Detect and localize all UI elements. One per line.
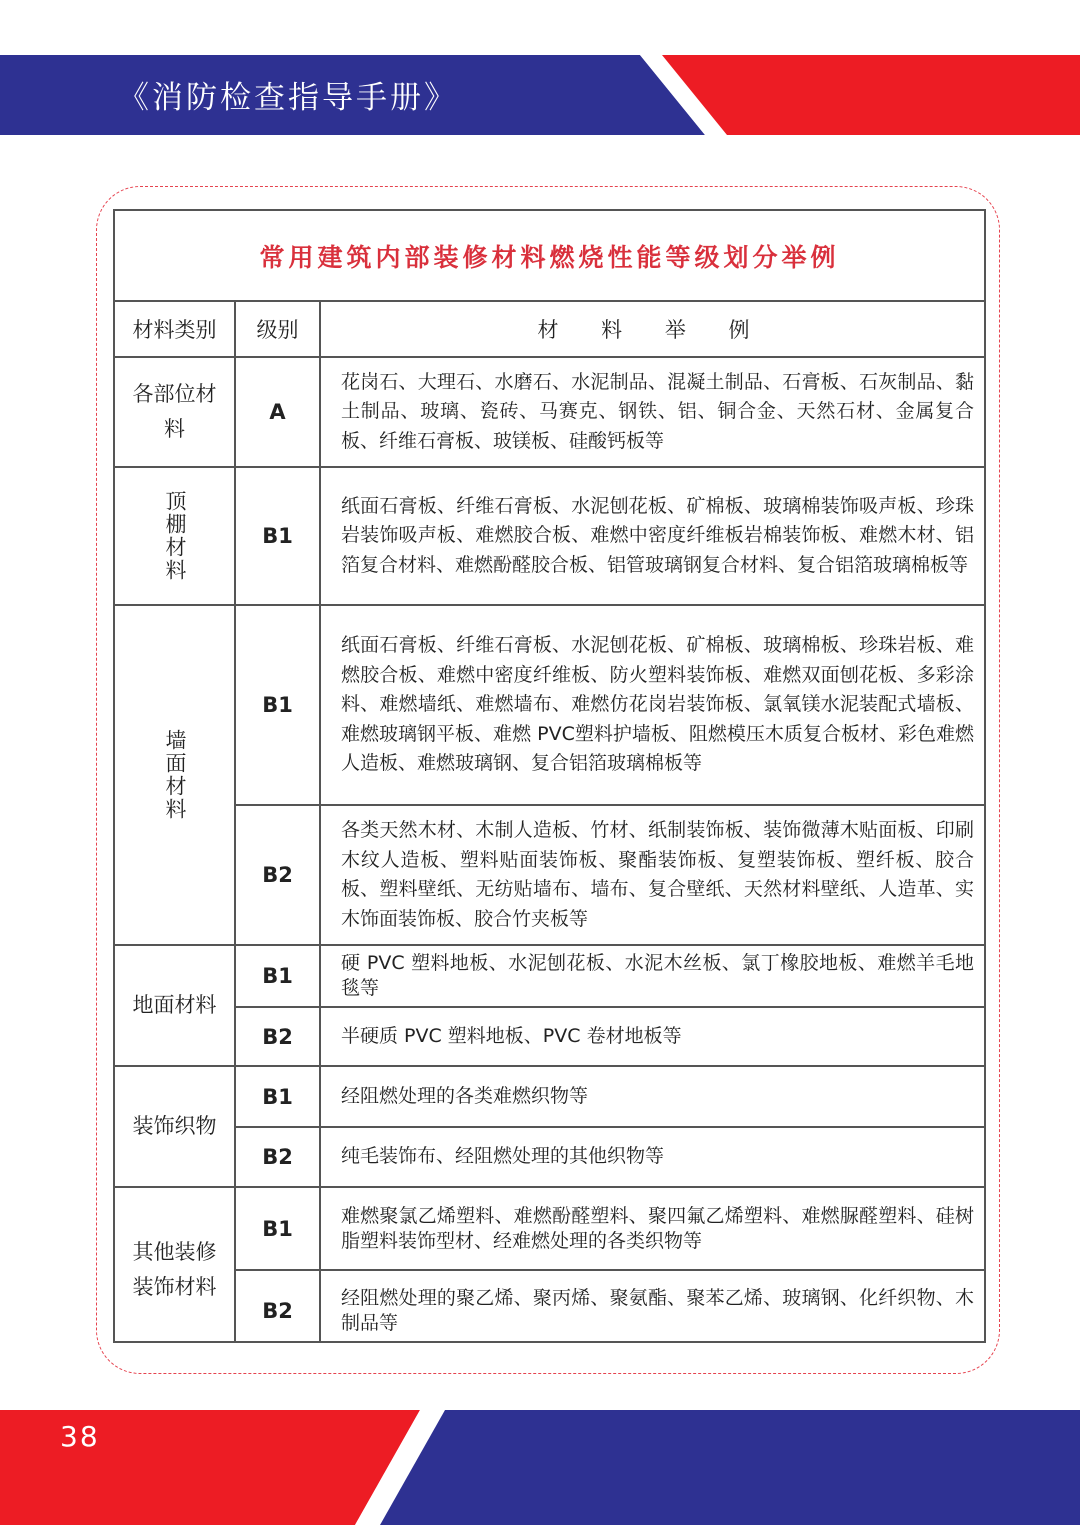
level-cell: B2 <box>236 1128 321 1188</box>
examples-cell: 半硬质 PVC 塑料地板、PVC 卷材地板等 <box>321 1008 984 1067</box>
level-cell: A <box>236 358 321 468</box>
examples-cell: 硬 PVC 塑料地板、水泥刨花板、水泥木丝板、氯丁橡胶地板、难燃羊毛地毯等 <box>321 946 984 1008</box>
page-number: 38 <box>60 1420 100 1453</box>
level-cell: B2 <box>236 806 321 946</box>
level-cell: B1 <box>236 1067 321 1128</box>
material-table <box>113 209 986 1343</box>
header-band <box>0 0 1080 140</box>
category-cell: 墙面材料 <box>115 606 236 946</box>
handbook-title: 《消防检查指导手册》 <box>118 80 458 116</box>
level-cell: B1 <box>236 946 321 1008</box>
examples-cell: 纸面石膏板、纤维石膏板、水泥刨花板、矿棉板、玻璃棉装饰吸声板、珍珠岩装饰吸声板、难燃胶合板、难燃中密度纤维板岩棉装饰板、难燃木材、铝箔复合材料、难燃酚醛胶合板、铝管玻璃钢复合材料、复合铝箔玻璃棉板等 <box>321 468 984 606</box>
examples-cell: 经阻燃处理的各类难燃织物等 <box>321 1067 984 1128</box>
category-cell: 装饰织物 <box>115 1067 236 1188</box>
col-header-category: 材料类别 <box>115 302 236 358</box>
col-header-level: 级别 <box>236 302 321 358</box>
footer-band <box>0 1410 1080 1525</box>
examples-cell: 难燃聚氯乙烯塑料、难燃酚醛塑料、聚四氟乙烯塑料、难燃脲醛塑料、硅树脂塑料装饰型材、经难燃处理的各类织物等 <box>321 1188 984 1271</box>
col-header-examples: 材 料 举 例 <box>321 302 984 358</box>
examples-cell: 经阻燃处理的聚乙烯、聚丙烯、聚氨酯、聚苯乙烯、玻璃钢、化纤织物、木制品等 <box>341 1287 974 1334</box>
examples-cell: 花岗石、大理石、水磨石、水泥制品、混凝土制品、石膏板、石灰制品、黏土制品、玻璃、瓷砖、马赛克、钢铁、铝、铜合金、天然石材、金属复合板、纤维石膏板、玻镁板、硅酸钙板等 <box>321 358 984 468</box>
category-cell: 顶棚材料 <box>115 468 236 606</box>
level-cell: B2 <box>236 1008 321 1067</box>
examples-cell: 纸面石膏板、纤维石膏板、水泥刨花板、矿棉板、玻璃棉板、珍珠岩板、难燃胶合板、难燃中密度纤维板、防火塑料装饰板、难燃双面刨花板、多彩涂料、难燃墙纸、难燃墙布、难燃仿花岗岩装饰板、氯氧镁水泥装配式墙板、难燃玻璃钢平板、难燃 PVC塑料护墙板、阻燃模压木质复合板材、彩色难燃人造板、难燃玻璃钢、复合铝箔玻璃棉板等 <box>321 606 984 806</box>
table-title: 常用建筑内部装修材料燃烧性能等级划分举例 <box>115 211 984 302</box>
category-cell: 其他装修装饰材料 <box>115 1188 236 1343</box>
level-cell: B1 <box>236 1188 321 1271</box>
level-cell: B1 <box>236 606 321 806</box>
table-grid <box>115 302 984 1343</box>
category-cell: 各部位材料 <box>115 358 236 468</box>
level-cell: B2 <box>236 1271 321 1343</box>
level-cell: B1 <box>236 468 321 606</box>
examples-cell: 纯毛装饰布、经阻燃处理的其他织物等 <box>321 1128 984 1188</box>
category-cell: 地面材料 <box>115 946 236 1067</box>
examples-cell: 各类天然木材、木制人造板、竹材、纸制装饰板、装饰微薄木贴面板、印刷木纹人造板、塑料贴面装饰板、聚酯装饰板、复塑装饰板、塑纤板、胶合板、塑料壁纸、无纺贴墙布、墙布、复合壁纸、天然材料壁纸、人造革、实木饰面装饰板、胶合竹夹板等 <box>321 806 984 946</box>
